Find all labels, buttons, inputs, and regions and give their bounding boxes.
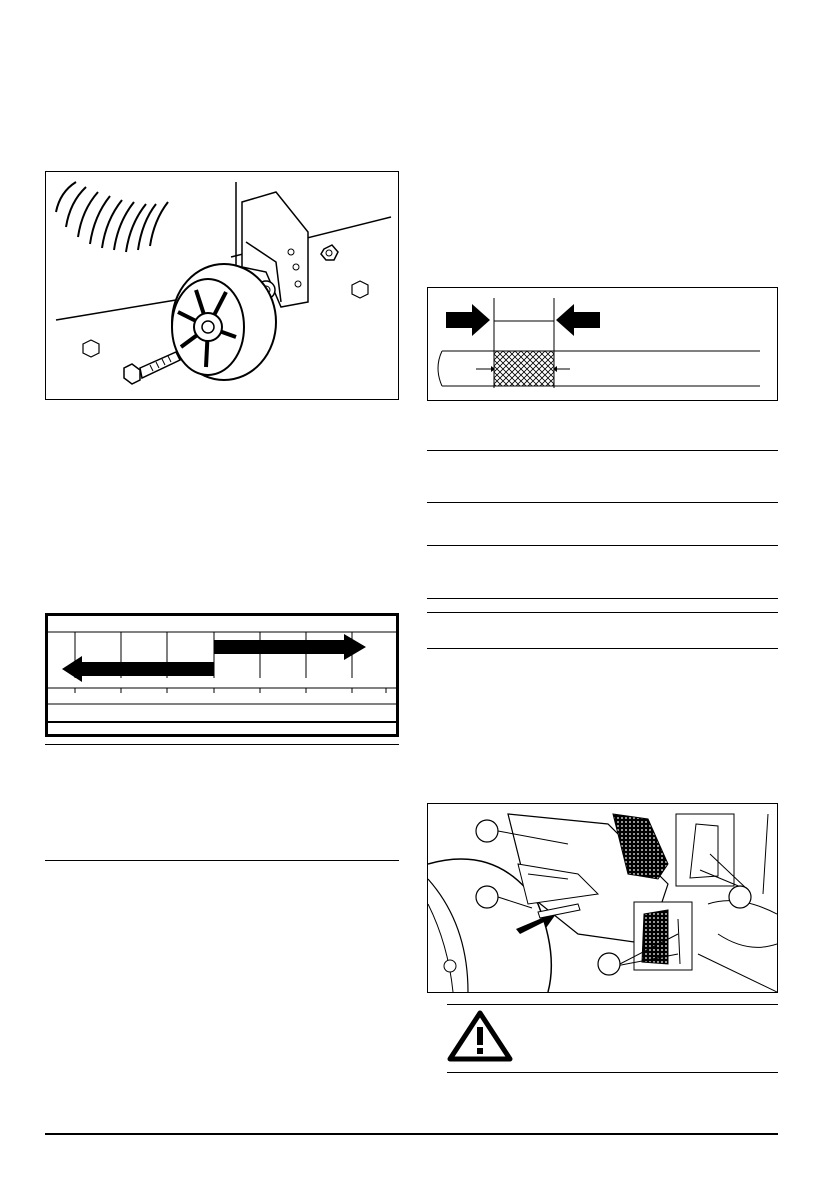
measurement-arrows-hatched-area [428, 288, 777, 400]
wheel-install-figure [45, 171, 399, 400]
table-rule [427, 450, 778, 451]
table-rule [427, 502, 778, 503]
temperature-scale-figure [45, 613, 399, 737]
table-rule [427, 612, 778, 613]
warning-top-rule [447, 1004, 778, 1005]
roller-wheel-bolt-illustration [46, 172, 398, 399]
machine-detail-figure [427, 803, 778, 993]
bidirectional-arrow-scale [48, 616, 396, 734]
table-rule [427, 545, 778, 546]
table-rule [427, 648, 778, 649]
table-rule [427, 598, 778, 599]
measurement-figure [427, 287, 778, 401]
warning-triangle-icon [447, 1010, 513, 1062]
divider [45, 744, 399, 745]
footer-rule [45, 1133, 778, 1135]
machine-assembly-illustration [428, 804, 777, 992]
divider [45, 860, 399, 861]
warning-bottom-rule [447, 1072, 778, 1073]
